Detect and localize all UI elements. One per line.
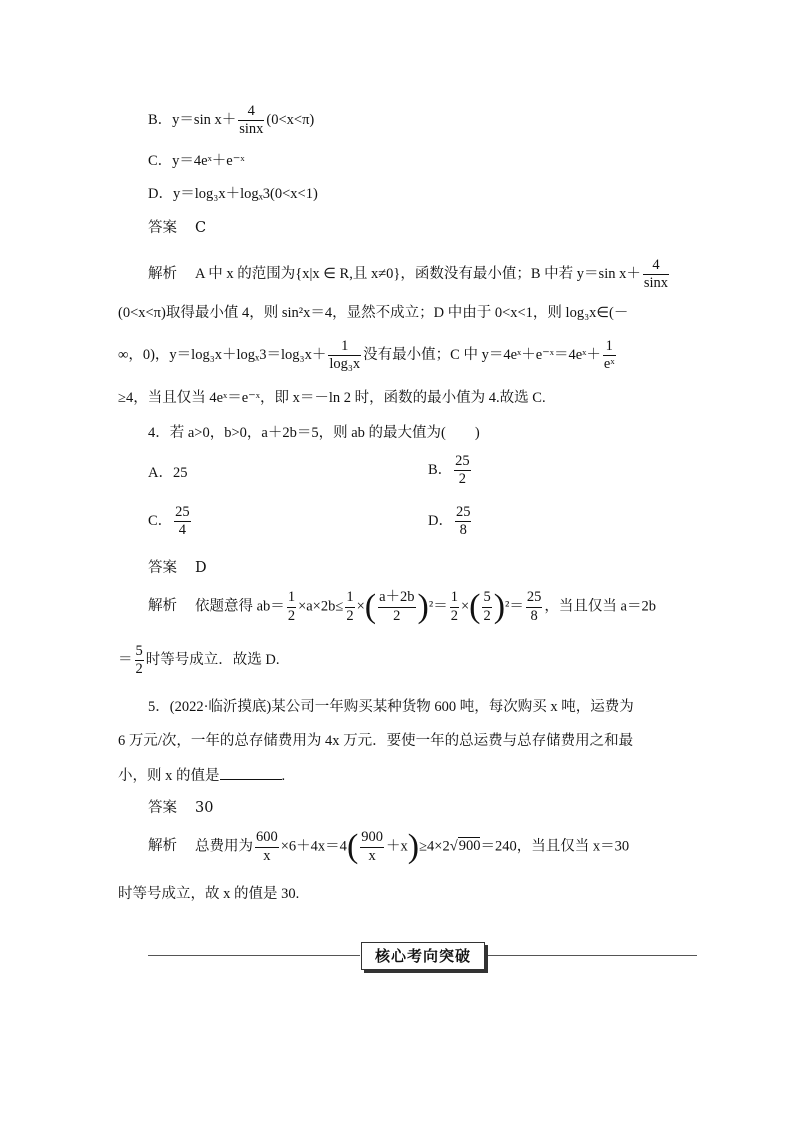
q5-stem-line2: 6 万元/次，一年的总存储费用为 4x 万元．要使一年的总运费与总存储费用之和最 xyxy=(118,733,634,749)
sqrt-sign: √ xyxy=(449,838,458,855)
numerator: a＋2b xyxy=(378,590,415,607)
q4-option-a xyxy=(148,466,187,481)
q5-stem-line1: 5．(2022·临沂摸底)某公司一年购买某种货物 600 吨，每次购买 x 吨，运费为 xyxy=(148,699,634,715)
denominator: 2 xyxy=(450,607,458,624)
answer-value: C xyxy=(195,220,207,236)
answer-blank xyxy=(220,767,282,780)
denominator: 2 xyxy=(135,661,143,678)
numerator: 600 xyxy=(255,830,279,847)
analysis-label: 解析 xyxy=(148,598,177,615)
denominator: 2 xyxy=(346,607,354,624)
denominator: 2 xyxy=(287,607,296,624)
analysis-text: A 中 x 的范围为{x|x ∈ R,且 x≠0}，函数没有最小值；B 中若 y＝sin x＋ xyxy=(195,266,641,283)
analysis-text: ，当且仅当 a＝2b xyxy=(544,598,656,615)
numerator: 25 xyxy=(174,505,191,522)
analysis-text: ×6＋4x＝4 xyxy=(280,838,347,855)
fraction xyxy=(287,590,296,623)
option-text: y＝log₃x＋logₓ3(0<x<1) xyxy=(172,186,318,202)
q3-option-b xyxy=(148,104,314,137)
option-label: A． xyxy=(148,465,173,481)
analysis-text: ∞，0)，y＝log₃x＋logₓ3＝log₃x＋ xyxy=(118,347,327,364)
denominator: sinx xyxy=(643,275,669,292)
option-label: B． xyxy=(428,462,453,479)
numerator: 25 xyxy=(455,505,472,522)
analysis-text: × xyxy=(460,598,470,615)
option-label: C． xyxy=(148,513,173,530)
analysis-text: ×a×2b≤ xyxy=(298,598,344,615)
numerator: 1 xyxy=(328,339,361,356)
q3-option-c xyxy=(148,154,245,169)
fraction xyxy=(345,590,354,623)
analysis-text: ＝240，当且仅当 x＝30 xyxy=(480,838,630,855)
answer-value: 30 xyxy=(195,800,214,816)
q4-option-d xyxy=(428,505,473,538)
numerator: 4 xyxy=(643,258,669,275)
answer-label: 答案 xyxy=(148,560,177,576)
option-label: C． xyxy=(148,153,173,169)
fraction xyxy=(603,339,616,372)
q3-analysis-line2: (0<x<π)取得最小值 4，则 sin²x＝4，显然不成立；D 中由于 0<x<1，则 log₃x∈(－ xyxy=(118,305,629,321)
analysis-text: ＋x xyxy=(386,838,408,855)
right-paren: ) xyxy=(493,588,506,625)
fraction xyxy=(454,454,471,487)
q3-analysis-line1 xyxy=(148,258,671,291)
stem-text: 小，则 x 的值是 xyxy=(118,768,220,784)
left-paren: ( xyxy=(346,828,359,865)
fraction xyxy=(482,590,491,623)
analysis-text: ²＝ xyxy=(428,598,448,615)
q4-analysis-line2 xyxy=(118,644,279,677)
fraction xyxy=(174,505,191,538)
option-label: B． xyxy=(148,112,173,129)
denominator: eˣ xyxy=(603,356,615,373)
numerator: 25 xyxy=(526,590,543,607)
right-paren: ) xyxy=(417,588,429,625)
divider-right xyxy=(487,955,697,956)
denominator: log₃x xyxy=(329,356,361,373)
denominator: sinx xyxy=(239,121,264,138)
q4-stem: 4．若 a>0，b>0，a＋2b＝5，则 ab 的最大值为( ) xyxy=(148,425,480,441)
fraction xyxy=(360,830,384,863)
analysis-label: 解析 xyxy=(148,838,177,855)
denominator: 2 xyxy=(458,471,467,488)
fraction xyxy=(135,644,144,677)
option-text: 25 xyxy=(172,465,188,481)
fraction xyxy=(378,590,415,623)
fraction xyxy=(328,339,361,372)
q3-analysis-line3 xyxy=(118,339,618,372)
divider-left xyxy=(148,955,360,956)
q4-analysis-line1 xyxy=(148,590,656,624)
fraction xyxy=(643,258,669,291)
right-paren: ) xyxy=(407,828,420,865)
q4-option-c xyxy=(148,505,193,538)
fraction xyxy=(526,590,543,623)
sqrt-radicand: 900 xyxy=(458,838,481,855)
option-text: y＝4eˣ＋e⁻ˣ xyxy=(172,153,245,169)
option-text: (0<x<π) xyxy=(266,112,315,129)
numerator: 4 xyxy=(238,104,264,121)
numerator: 1 xyxy=(345,590,354,607)
analysis-text: 依题意得 ab＝ xyxy=(195,598,285,615)
fraction xyxy=(255,830,279,863)
analysis-text: 时等号成立．故选 D. xyxy=(145,652,280,669)
left-paren: ( xyxy=(364,588,377,625)
denominator: 2 xyxy=(483,607,491,624)
denominator: x xyxy=(368,847,376,864)
denominator: 2 xyxy=(393,607,401,624)
option-text: y＝sin x＋ xyxy=(172,112,237,129)
numerator: 5 xyxy=(135,644,144,661)
analysis-text: 没有最小值；C 中 y＝4eˣ＋e⁻ˣ＝4eˣ＋ xyxy=(363,347,601,364)
numerator: 1 xyxy=(603,339,616,356)
option-label: D． xyxy=(428,513,453,530)
denominator: 8 xyxy=(459,522,467,539)
denominator: 8 xyxy=(530,607,538,624)
answer-label: 答案 xyxy=(148,220,177,236)
analysis-label: 解析 xyxy=(148,266,177,283)
fraction xyxy=(455,505,472,538)
q3-answer xyxy=(148,221,206,236)
q5-analysis-line2: 时等号成立，故 x 的值是 30. xyxy=(118,886,300,902)
q3-option-d xyxy=(148,187,318,202)
q4-option-b xyxy=(428,454,473,487)
numerator: 5 xyxy=(482,590,491,607)
q5-answer xyxy=(148,801,213,816)
numerator: 25 xyxy=(454,454,471,471)
analysis-text: ＝ xyxy=(118,652,133,669)
option-label: D． xyxy=(148,186,173,202)
q5-stem-line3 xyxy=(118,767,285,784)
analysis-text: 总费用为 xyxy=(195,838,253,855)
fraction xyxy=(450,590,459,623)
q3-analysis-line4: ≥4，当且仅当 4eˣ＝e⁻ˣ，即 x＝－ln 2 时，函数的最小值为 4.故选 C. xyxy=(118,390,546,406)
numerator: 1 xyxy=(287,590,296,607)
section-heading: 核心考向突破 xyxy=(361,942,485,970)
numerator: 1 xyxy=(450,590,459,607)
fraction xyxy=(238,104,264,137)
q5-analysis-line1 xyxy=(148,830,629,864)
analysis-text: × xyxy=(356,598,365,615)
analysis-text: ≥4×2 xyxy=(419,838,450,855)
answer-value: D xyxy=(195,560,207,576)
answer-label: 答案 xyxy=(148,800,177,816)
q4-answer xyxy=(148,561,207,576)
stem-text: . xyxy=(281,768,286,784)
numerator: 900 xyxy=(360,830,384,847)
denominator: x xyxy=(263,847,271,864)
denominator: 4 xyxy=(178,522,187,539)
analysis-text: ²＝ xyxy=(505,598,524,615)
left-paren: ( xyxy=(469,588,481,625)
